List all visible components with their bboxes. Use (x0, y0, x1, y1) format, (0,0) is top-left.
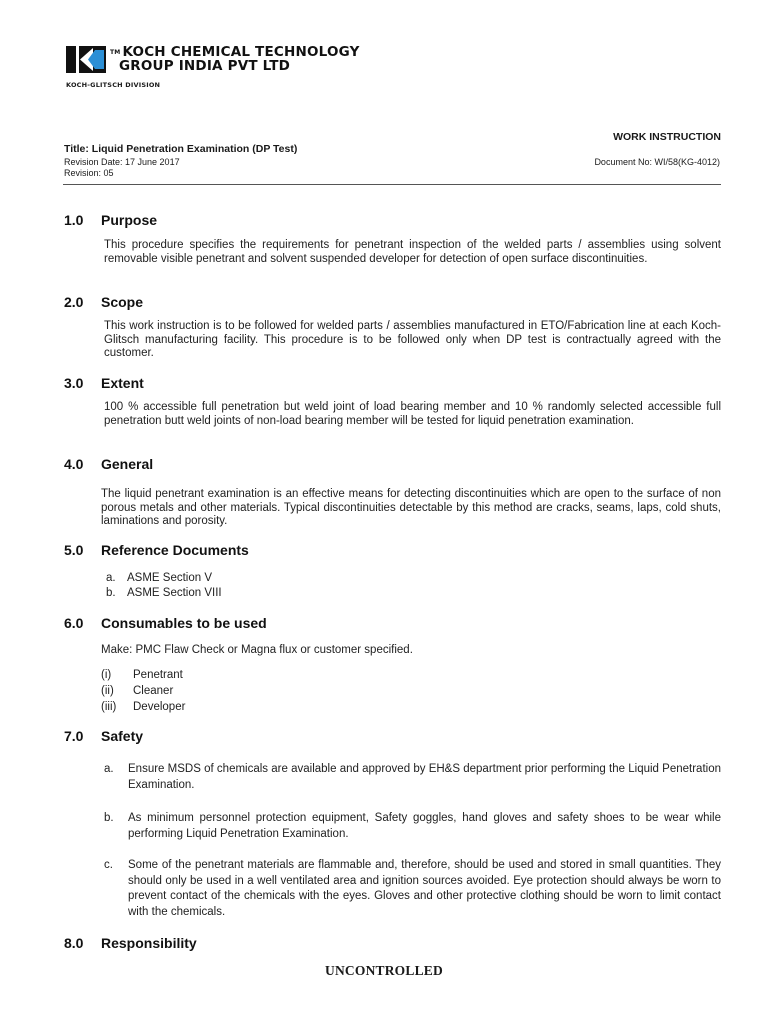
uncontrolled-stamp: UNCONTROLLED (325, 963, 443, 978)
list-text: ASME Section VIII (127, 587, 222, 599)
section-heading-reference-documents (64, 542, 249, 558)
section-title: Reference Documents (101, 542, 249, 558)
company-name-line2: GROUP INDIA PVT LTD (119, 58, 291, 74)
list-text: Cleaner (133, 685, 174, 697)
section-number: 2.0 (64, 294, 84, 310)
section-heading-purpose (64, 212, 157, 228)
header-divider (63, 184, 721, 185)
section-title: General (101, 456, 154, 472)
list-text: Penetrant (133, 669, 183, 681)
revision-number: Revision: 05 (64, 168, 114, 178)
extent-paragraph: 100 % accessible full penetration but weld joint of load bearing member and 10 % randomly selected accessible full penetration butt weld joints of non-load bearing member will be tested for liquid penetration examination. (104, 401, 721, 427)
safety-item (104, 811, 721, 842)
section-number: 1.0 (64, 212, 84, 228)
list-marker: b. (104, 812, 114, 824)
section-number: 7.0 (64, 728, 84, 744)
company-name (110, 45, 360, 73)
list-text: Developer (133, 701, 186, 713)
section-heading-scope (64, 294, 143, 310)
trademark-mark: TM (110, 49, 121, 56)
list-marker: (ii) (101, 685, 114, 697)
section-number: 8.0 (64, 935, 84, 951)
section-number: 5.0 (64, 542, 84, 558)
section-number: 6.0 (64, 615, 84, 631)
company-name-line1: KOCH CHEMICAL TECHNOLOGY (122, 44, 360, 60)
general-paragraph: The liquid penetrant examination is an effective means for detecting discontinuities which are open to the surface of non porous metals and other materials. Typical discontinuities detectable by this method are cracks, seams, laps, cold shuts, laminations and porosity. (101, 488, 721, 527)
section-heading-general (64, 456, 153, 472)
division-label: KOCH-GLITSCH DIVISION (66, 81, 161, 89)
section-title: Consumables to be used (101, 615, 267, 631)
list-text: ASME Section V (127, 572, 213, 584)
list-marker: b. (106, 587, 116, 599)
revision-date: Revision Date: 17 June 2017 (64, 157, 180, 167)
consumables-make: Make: PMC Flaw Check or Magna flux or customer specified. (101, 644, 413, 656)
safety-item (104, 858, 721, 920)
section-heading-safety (64, 728, 143, 744)
section-heading-extent (64, 375, 144, 391)
purpose-paragraph: This procedure specifies the requirements for penetrant inspection of the welded parts / assemblies using solvent removable visible penetrant and solvent suspended developer for detection of open surface discontinuities. (104, 239, 721, 265)
koch-logo-icon (66, 46, 106, 73)
list-marker: a. (106, 572, 116, 584)
doc-type-label: WORK INSTRUCTION (613, 131, 721, 143)
list-marker: (i) (101, 669, 112, 681)
section-number: 3.0 (64, 375, 84, 391)
section-heading-responsibility (64, 935, 197, 951)
document-number: Document No: WI/58(KG-4012) (594, 157, 720, 167)
document-title: Title: Liquid Penetration Examination (DP Test) (64, 143, 298, 155)
list-marker: c. (104, 859, 113, 871)
list-text: As minimum personnel protection equipment, Safety goggles, hand gloves and safety shoes to be wear while performing Liquid Penetration Examination. (128, 812, 721, 840)
section-number: 4.0 (64, 456, 84, 472)
list-marker: (iii) (101, 701, 117, 713)
list-text: Ensure MSDS of chemicals are available and approved by EH&S department prior performing the Liquid Penetration Examination. (128, 763, 721, 791)
section-title: Safety (101, 728, 144, 744)
section-title: Scope (101, 294, 144, 310)
section-heading-consumables (64, 615, 267, 631)
section-title: Extent (101, 375, 144, 391)
safety-item (104, 762, 721, 793)
section-title: Responsibility (101, 935, 197, 951)
list-marker: a. (104, 763, 114, 775)
list-text: Some of the penetrant materials are flammable and, therefore, should be used and stored in small quantities. They should only be used in a well ventilated area and ignition sources avoided. Eye protection should always be worn to prevent contact of the chemicals with the eyes. Gloves and other protective clothing should be worn to limit contact with the chemicals. (128, 859, 721, 918)
scope-paragraph: This work instruction is to be followed for welded parts / assemblies manufactured in ETO/Fabrication line at each Koch-Glitsch manufacturing facility. This procedure is to be followed only when DP test is contractually agreed with the customer. (104, 320, 721, 359)
section-title: Purpose (101, 212, 158, 228)
